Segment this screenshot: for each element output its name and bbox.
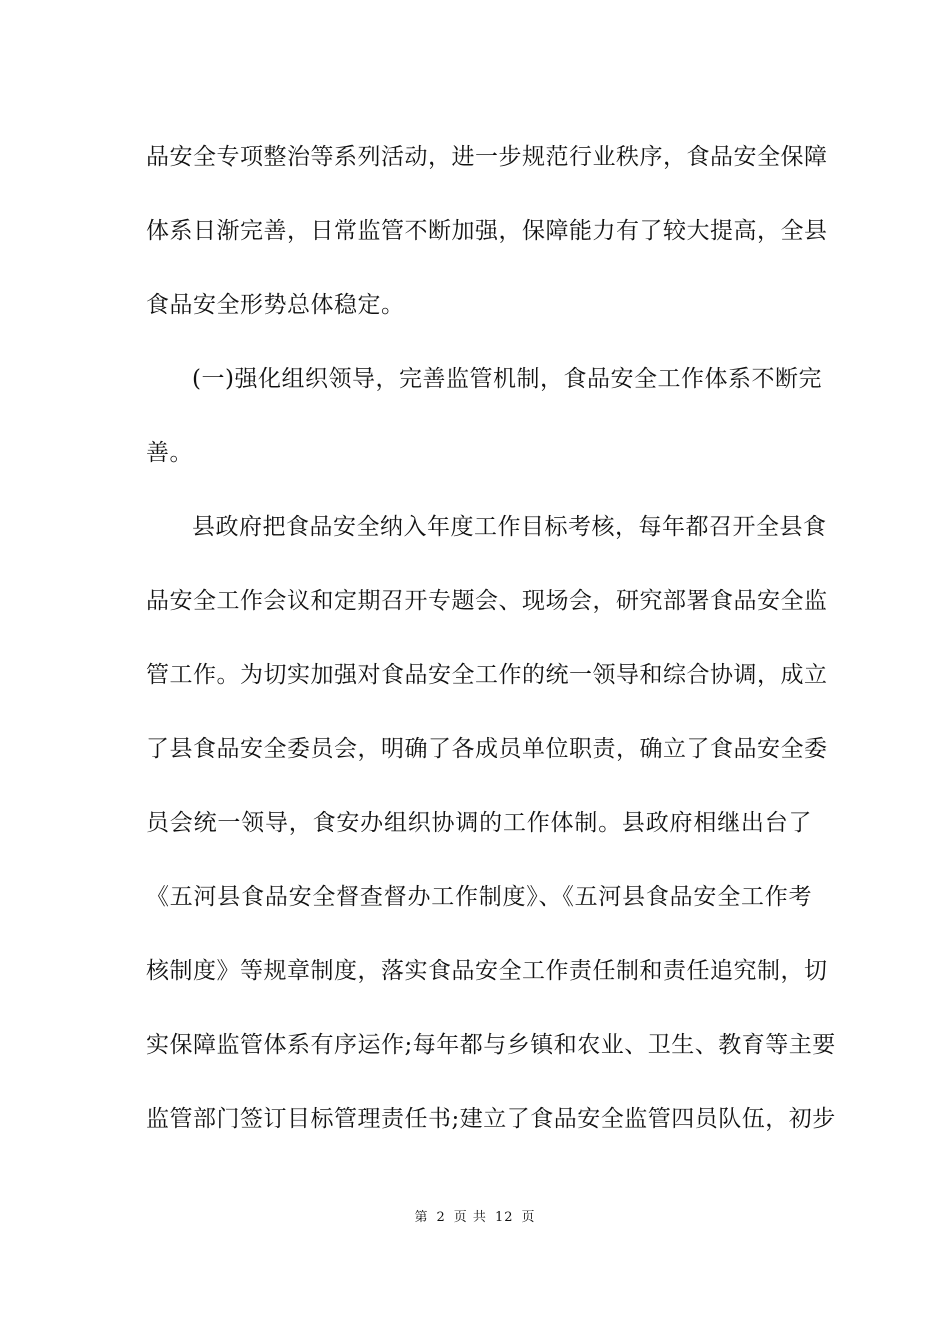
text-line: 了县食品安全委员会，明确了各成员单位职责，确立了食品安全委 <box>146 736 828 762</box>
body-text <box>146 133 836 1169</box>
text-line: 管工作。为切实加强对食品安全工作的统一领导和综合协调，成立 <box>146 662 828 688</box>
footer-suffix: 页 <box>521 1210 536 1225</box>
text-line: 员会统一领导，食安办组织协调的工作体制。县政府相继出台了 <box>146 810 812 836</box>
text-line: 核制度》等规章制度，落实食品安全工作责任制和责任追究制，切 <box>146 958 828 984</box>
text-line: 县政府把食品安全纳入年度工作目标考核，每年都召开全县食 <box>192 514 827 540</box>
section-heading-line: (一)强化组织领导，完善监管机制，食品安全工作体系不断完 <box>192 366 822 392</box>
text-line: 品安全工作会议和定期召开专题会、现场会，研究部署食品安全监 <box>146 588 828 614</box>
section-heading-line: 善。 <box>146 440 193 466</box>
text-line: 品安全专项整治等系列活动，进一步规范行业秩序，食品安全保障 <box>146 144 828 170</box>
page-footer <box>0 1206 950 1225</box>
footer-total-pages: 12 <box>494 1210 514 1225</box>
text-line: 食品安全形势总体稳定。 <box>146 292 405 318</box>
footer-page-number: 2 <box>436 1210 446 1225</box>
text-line: 监管部门签订目标管理责任书;建立了食品安全监管四员队伍，初步 <box>146 1106 836 1132</box>
footer-prefix: 第 <box>414 1210 429 1225</box>
text-line: 体系日渐完善，日常监管不断加强，保障能力有了较大提高，全县 <box>146 218 828 244</box>
text-line: 《五河县食品安全督查督办工作制度》、《五河县食品安全工作考 <box>146 884 812 910</box>
text-line: 实保障监管体系有序运作;每年都与乡镇和农业、卫生、教育等主要 <box>146 1032 836 1058</box>
footer-middle: 页 共 <box>453 1210 487 1225</box>
